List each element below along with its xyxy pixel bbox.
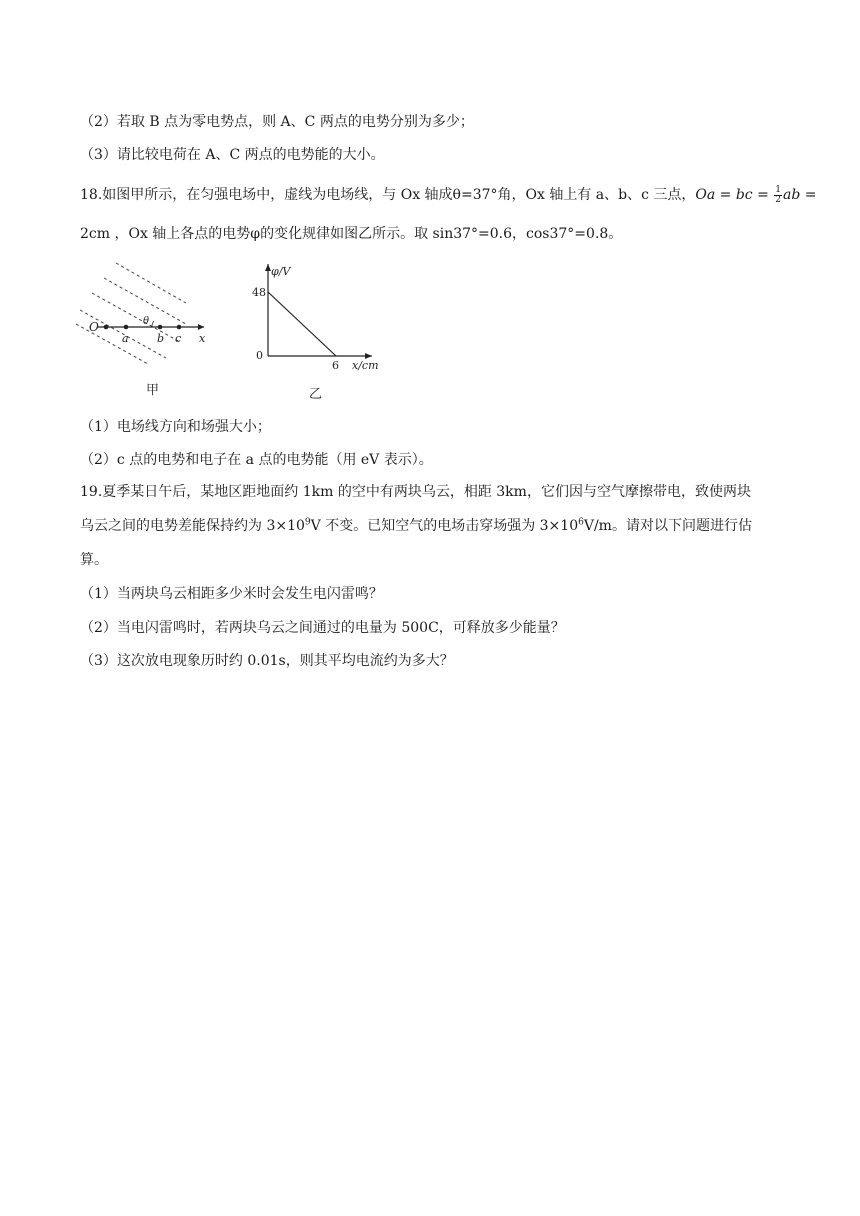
label-theta: θ <box>143 316 150 327</box>
caption-yi: 乙 <box>309 387 323 400</box>
caption-jia: 甲 <box>146 383 160 398</box>
q18-intro-line1 <box>80 185 817 205</box>
q17-part2: （2）若取 B 点为零电势点，则 A、C 两点的电势分别为多少； <box>80 114 474 130</box>
q19-part2: （2）当电闪雷鸣时，若两块乌云之间通过的电量为 500C，可释放多少能量？ <box>80 620 565 636</box>
origin-label: 0 <box>256 349 263 362</box>
y-tick-48: 48 <box>252 286 266 299</box>
label-o: O <box>89 320 99 334</box>
q19-exponent-6: 6 <box>578 517 584 528</box>
q17-part3: （3）请比较电荷在 A、C 两点的电势能的大小。 <box>80 147 385 163</box>
q18-intro-line2: 2cm ，Ox 轴上各点的电势φ的变化规律如图乙所示。取 sin37°=0.6，cos37°=0.8。 <box>80 226 623 242</box>
q19-part1: （1）当两块乌云相距多少米时会发生电闪雷鸣？ <box>80 586 383 602</box>
y-axis-label: φ/V <box>271 265 291 278</box>
label-a: a <box>122 332 129 345</box>
q18-part1: （1）电场线方向和场强大小； <box>80 419 271 435</box>
q18-part2: （2）c 点的电势和电子在 a 点的电势能（用 eV 表示）。 <box>80 452 433 468</box>
label-c: c <box>175 332 182 345</box>
x-tick-6: 6 <box>332 359 339 372</box>
q19-intro-line3: 算。 <box>80 552 108 568</box>
q19-exponent-9: 9 <box>304 517 311 528</box>
q19-intro-line2 <box>80 516 752 536</box>
figure-yi <box>250 258 390 400</box>
x-axis-label: x/cm <box>352 359 379 372</box>
q18-fraction: $\frac{1}{2}$ <box>775 184 782 205</box>
figure-jia <box>76 258 216 398</box>
q19-intro-part2: V 不变。已知空气的电场击穿场强为 3×10 <box>310 518 579 534</box>
q19-intro-part3: V/m。请对以下问题进行估 <box>583 518 752 534</box>
q18-formula-left: Oa = bc = <box>695 187 774 203</box>
label-x: x <box>199 332 206 345</box>
label-b: b <box>157 332 165 345</box>
q19-intro-line1: 19.夏季某日午后，某地区距地面约 1km 的空中有两块乌云，相距 3km，它们因与空气摩擦带电，致使两块 <box>80 484 751 500</box>
q18-formula-right: ab = <box>783 187 817 203</box>
q19-intro-part1: 乌云之间的电势差能保持约为 3×10 <box>80 518 305 534</box>
q19-part3: （3）这次放电现象历时约 0.01s，则其平均电流约为多大？ <box>80 653 454 669</box>
q18-intro-text: 18.如图甲所示，在匀强电场中，虚线为电场线，与 Ox 轴成θ=37°角，Ox 轴上有 a、b、c 三点， <box>80 187 696 203</box>
